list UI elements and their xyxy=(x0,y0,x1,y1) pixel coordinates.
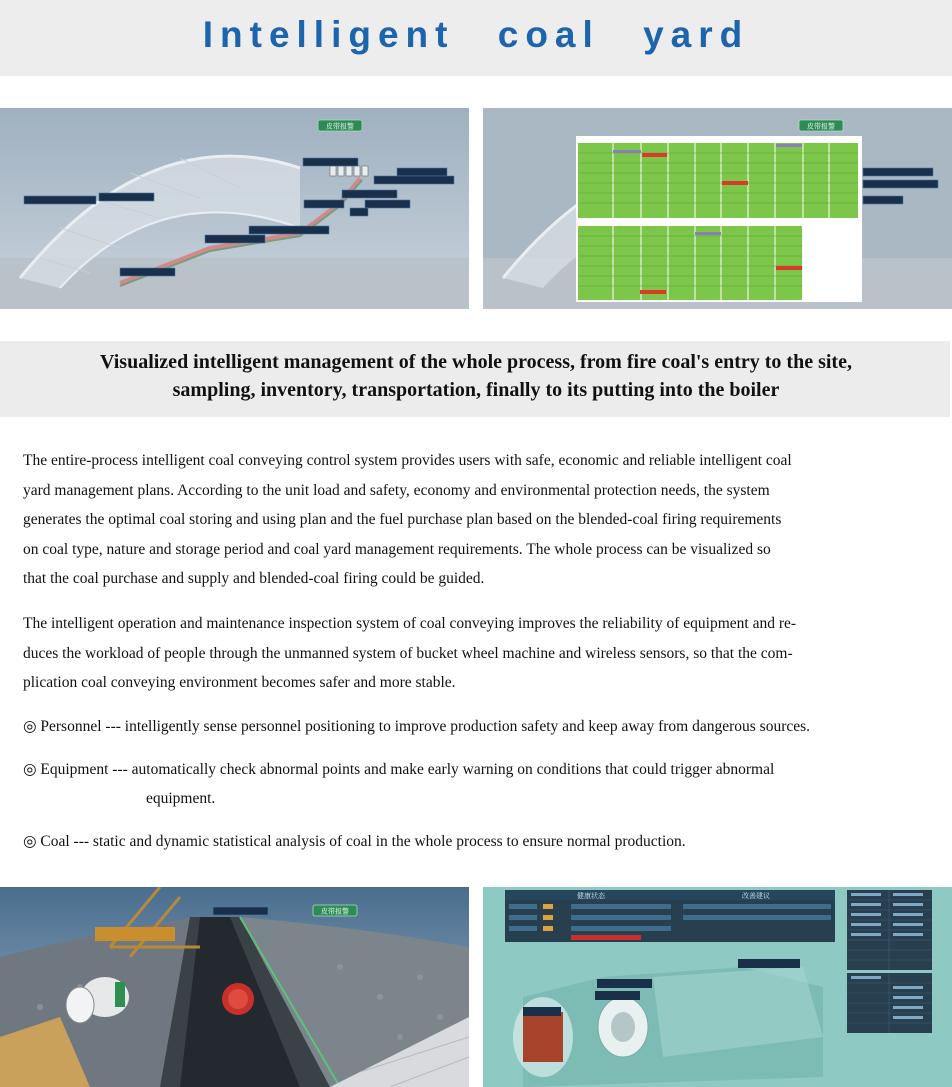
paragraph-1-line: that the coal purchase and supply and blended-coal firing could be guided. xyxy=(23,570,485,587)
belt-alarm-badge-2[interactable]: 皮带报警 xyxy=(807,122,835,131)
page-title: Intelligent coal yard xyxy=(202,14,750,55)
paragraph-maintenance-inspection xyxy=(23,609,923,698)
paragraph-2-line: duces the workload of people through the unmanned system of bucket wheel machine and wireless sensors, so that the com- xyxy=(23,644,793,662)
paragraph-2-line: The intelligent operation and maintenance inspection system of coal conveying improves the reliability of equipment and re- xyxy=(23,615,797,632)
subtitle-line-2: sampling, inventory, transportation, finally to its putting into the boiler xyxy=(172,379,780,401)
bullet-personnel: ◎ Personnel --- intelligently sense personnel positioning to improve production safety and keep away from dangerous sources. xyxy=(23,718,811,735)
equipment-health-dashboard-image xyxy=(483,887,952,1087)
paragraph-1-line: generates the optimal coal storing and using plan and the fuel purchase plan based on the blended-coal firing requirements xyxy=(23,511,782,528)
bullet-equipment: ◎ Equipment --- automatically check abnormal points and make early warning on conditions that could trigger abnormal xyxy=(23,761,775,778)
paragraph-1-line: yard management plans. According to the unit load and safety, economy and environmental protection needs, the system xyxy=(23,481,770,499)
bullet-coal: ◎ Coal --- static and dynamic statistical analysis of coal in the whole process to ensure normal production. xyxy=(23,833,686,850)
coal-yard-dome-image xyxy=(0,108,469,309)
belt-alarm-badge-1[interactable]: 皮带报警 xyxy=(326,122,354,131)
paragraph-1-line: The entire-process intelligent coal conveying control system provides users with safe, economic and reliable intelligent coal xyxy=(23,452,792,469)
title-band xyxy=(0,0,952,76)
paragraph-2-line: plication coal conveying environment becomes safer and more stable. xyxy=(23,674,456,691)
belt-alarm-badge-3[interactable]: 皮带报警 xyxy=(321,907,349,916)
bullet-equipment-continued: equipment. xyxy=(146,790,216,807)
improvement-suggestion-header: 改善建议 xyxy=(742,892,770,900)
subtitle-band xyxy=(0,341,950,417)
health-status-header: 健康状态 xyxy=(577,892,605,900)
paragraph-coal-conveying-control xyxy=(23,446,923,594)
subtitle-line-1: Visualized intelligent management of the whole process, from fire coal's entry to the site, xyxy=(100,351,852,373)
conveyor-inspection-robot-image xyxy=(0,887,469,1087)
paragraph-1-line: on coal type, nature and storage period and coal yard management requirements. The whole process can be visualized so xyxy=(23,540,771,558)
coal-grid-overlay-image xyxy=(483,108,952,309)
